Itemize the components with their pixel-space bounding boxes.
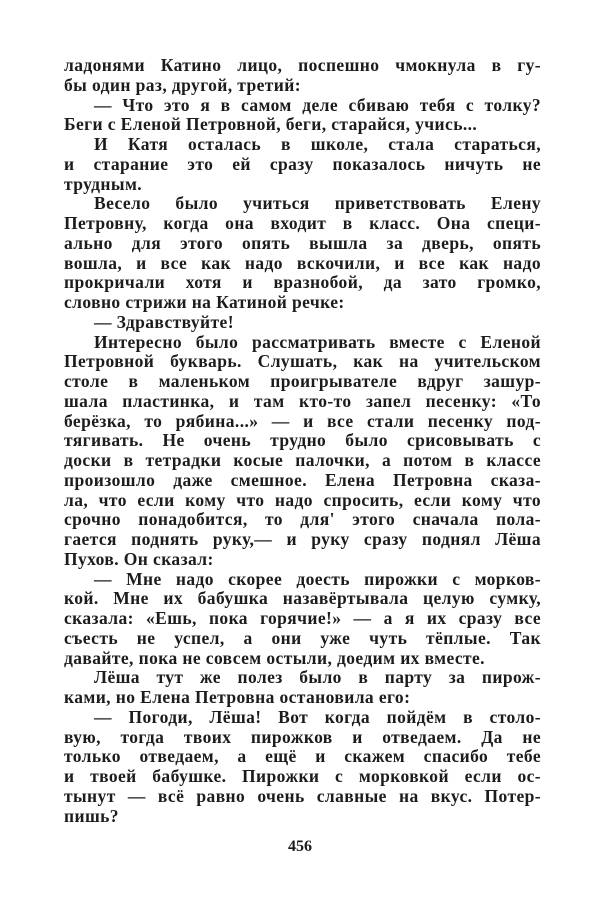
- text-line: Лёша тут же полез было в парту за пирож-: [94, 667, 541, 688]
- text-line: Весело было учиться приветствовать Елену: [94, 193, 541, 214]
- page-body-text: [64, 56, 541, 826]
- text-line: кой. Мне их бабушка назавёртывала целую сумку,: [64, 588, 541, 609]
- text-line: — Мне надо скорее доесть пирожки с морков-: [94, 568, 541, 589]
- text-line: сказала: «Ешь, пока горячие!» — а я их сразу все: [64, 608, 541, 628]
- text-line: трудным.: [64, 173, 143, 194]
- text-line: срочно понадобится, то для' этого сначала пола-: [64, 509, 541, 530]
- text-line: столе в маленьком проигрывателе вдруг зашур-: [64, 371, 541, 391]
- text-line: Петровну, когда она входит в класс. Она специ-: [64, 213, 541, 233]
- text-line: берёзка, то рябина...» — и все стали песенку под-: [64, 410, 541, 431]
- text-line: ладонями Катино лицо, поспешно чмокнула в гу-: [64, 55, 541, 75]
- text-line: тягивать. Не очень трудно было срисовывать с: [64, 430, 541, 451]
- text-line: давайте, пока не совсем остыли, доедим их вместе.: [64, 647, 485, 668]
- text-line: произошло даже смешное. Елена Петровна сказа-: [64, 469, 541, 490]
- text-line: — Что это я в самом деле сбиваю тебя с толку?: [94, 94, 541, 115]
- text-line: шала пластинка, и там кто-то запел песенку: «То: [64, 390, 541, 411]
- text-line: тынут — всё равно очень славные на вкус. Потер-: [64, 785, 541, 806]
- text-line: Беги с Еленой Петровной, беги, старайся, учись...: [64, 114, 478, 135]
- text-line: словно стрижи на Катиной речке:: [64, 292, 345, 312]
- text-line: И Катя осталась в школе, стала стараться,: [94, 134, 541, 154]
- text-line: вую, тогда твоих пирожков и отведаем. Да не: [64, 726, 541, 747]
- text-line: ла, что если кому что надо спросить, если кому что: [64, 489, 541, 510]
- text-line: прокричали хотя и вразнобой, да зато громко,: [64, 272, 541, 293]
- text-line: бы один раз, другой, третий:: [64, 74, 301, 95]
- text-line: и твоей бабушке. Пирожки с морковкой если ос-: [64, 766, 541, 786]
- text-line: ально для этого опять вышла за дверь, опять: [64, 232, 541, 253]
- text-line: Интересно было рассматривать вместе с Еленой: [94, 331, 541, 352]
- text-line: только отведаем, а ещё и скажем спасибо тебе: [64, 746, 541, 767]
- text-line: ками, но Елена Петровна остановила его:: [64, 687, 411, 707]
- text-line: — Погоди, Лёша! Вот когда пойдём в столо-: [94, 706, 541, 727]
- text-line: Пухов. Он сказал:: [64, 548, 214, 569]
- text-line: и старание это ей сразу показалось ничуть не: [64, 153, 541, 174]
- page-number: 456: [288, 838, 312, 855]
- text-line: гается поднять руку,— и руку сразу поднял Лёша: [64, 529, 541, 549]
- text-line: доски в тетрадки косые палочки, а потом в классе: [64, 450, 541, 470]
- text-line: вошла, и все как надо вскочили, и все как надо: [64, 252, 541, 273]
- text-line: съесть не успел, а они уже чуть тёплые. Так: [64, 627, 541, 648]
- text-line: Петровной букварь. Слушать, как на учительском: [64, 351, 541, 372]
- text-line: пишь?: [64, 805, 119, 826]
- text-line: — Здравствуйте!: [94, 311, 234, 332]
